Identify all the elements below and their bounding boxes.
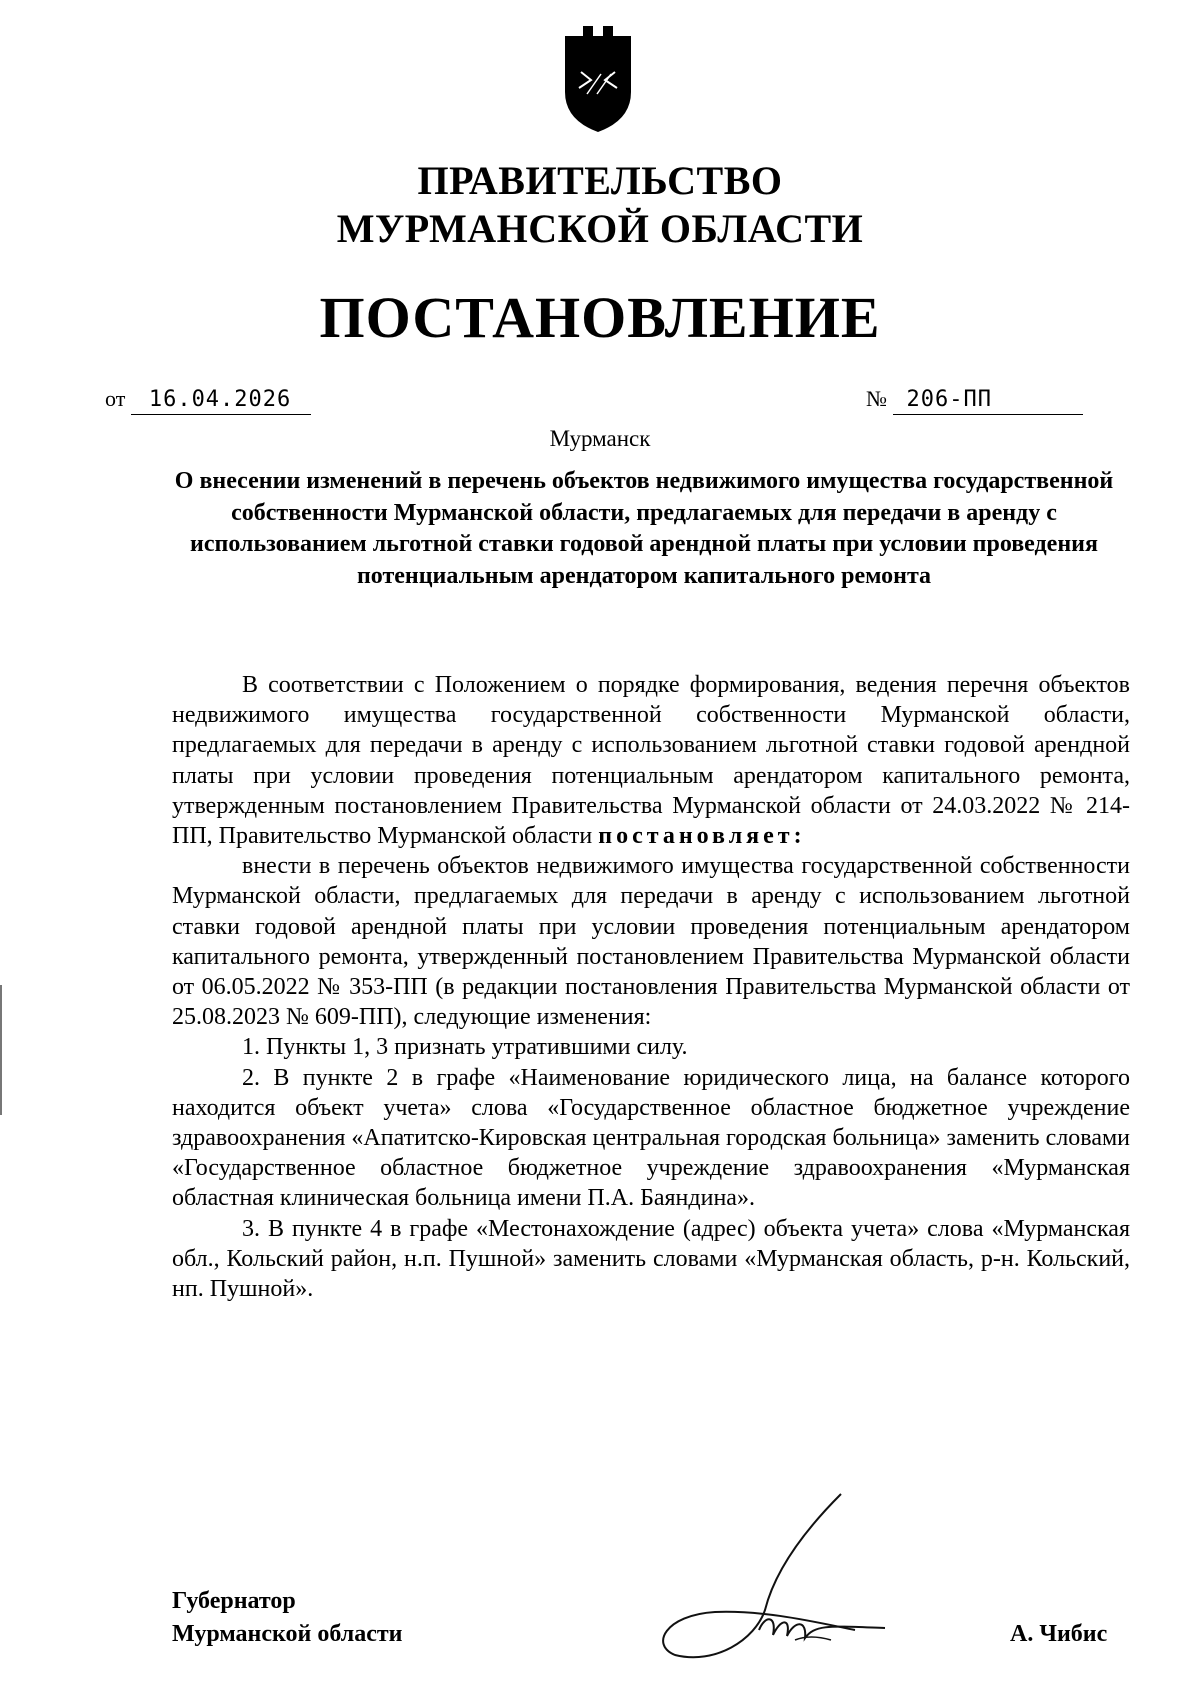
document-type-title: ПОСТАНОВЛЕНИЕ bbox=[319, 285, 881, 350]
handwritten-signature bbox=[655, 1490, 915, 1680]
list-item-1: 1. Пункты 1, 3 признать утратившими силу. bbox=[242, 1034, 688, 1061]
signatory-position-line2: Мурманской области bbox=[172, 1621, 403, 1647]
decree-word: постановляет: bbox=[598, 823, 806, 850]
scan-edge-mark bbox=[0, 985, 2, 1115]
number-prefix: № bbox=[866, 386, 887, 411]
list-item-2: 2. В пункте 2 в графе «Наименование юридического лица, на балансе которого находится объект учета» слова «Государственное областное бюджетное учреждение здравоохранения «Апатитско-Кировская центральная городская больница» заменить словами «Государственное областное бюджетное учреждение здравоохранения «Мурманская областная клиническая больница имени П.А. Баяндина». bbox=[172, 1064, 1130, 1212]
date-prefix: от bbox=[105, 386, 126, 411]
preamble-text: В соответствии с Положением о порядке формирования, ведения перечня объектов недвижимого имущества государственной собственности Мурманской области, предлагаемых для передачи в аренду с использованием льготной ставки годовой арендной платы при условии проведения потенциальным арендатором капитального ремонта, утвержденным постановлением Правительства Мурманской области от 24.03.2022 № 214-ПП, Правительство Мурманской области bbox=[172, 672, 1130, 850]
document-subject: О внесении изменений в перечень объектов недвижимого имущества государственной собственности Мурманской области, предлагаемых для передачи в аренду с использованием льготной ставки годовой арендной платы при условии проведения потенциальным арендатором капитального ремонта bbox=[174, 468, 1114, 589]
document-date: 16.04.2026 bbox=[131, 386, 311, 415]
document-number: 206-ПП bbox=[893, 386, 1083, 415]
preamble-paragraph bbox=[172, 670, 1130, 851]
government-title-line1: ПРАВИТЕЛЬСТВО bbox=[417, 158, 783, 203]
signatory-position-line1: Губернатор bbox=[172, 1588, 296, 1614]
date-row bbox=[105, 385, 311, 415]
decision-paragraph: внести в перечень объектов недвижимого имущества государственной собственности Мурманской области, предлагаемых для передачи в аренду с использованием льготной ставки годовой арендной платы при условии проведения потенциальным арендатором капитального ремонта, утвержденный постановлением Правительства Мурманской области от 06.05.2022 № 353-ПП (в редакции постановления Правительства Мурманской области от 25.08.2023 № 609-ПП), следующие изменения: bbox=[172, 853, 1130, 1031]
signatory-name: А. Чибис bbox=[1010, 1621, 1108, 1647]
government-title-line2: МУРМАНСКОЙ ОБЛАСТИ bbox=[336, 206, 864, 251]
number-row bbox=[866, 385, 1083, 415]
signatory-position bbox=[172, 1585, 402, 1651]
document-body bbox=[172, 670, 1130, 1304]
city-label: Мурманск bbox=[549, 426, 651, 451]
coat-of-arms-emblem bbox=[557, 22, 639, 134]
list-item-3: 3. В пункте 4 в графе «Местонахождение (адрес) объекта учета» слова «Мурманская обл., Кольский район, н.п. Пушной» заменить словами «Мурманская область, р-н. Кольский, нп. Пушной». bbox=[172, 1215, 1130, 1303]
